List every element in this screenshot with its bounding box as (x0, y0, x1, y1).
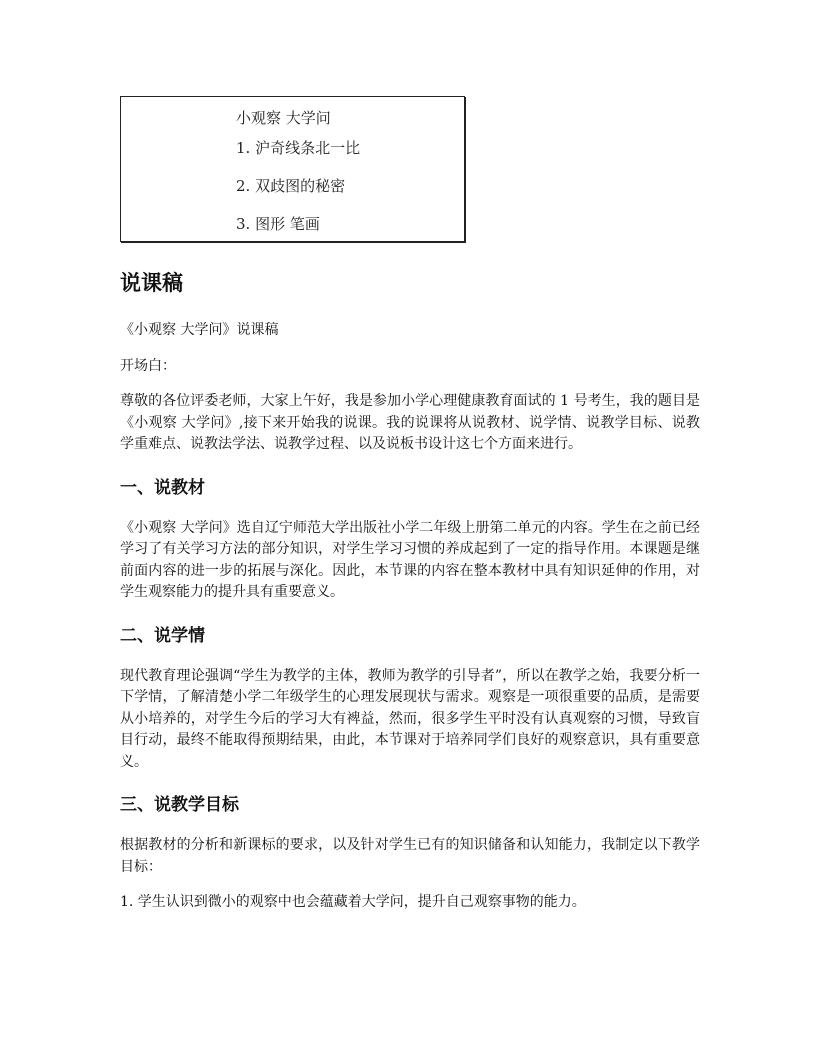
section-heading-objectives: 三、说教学目标 (120, 795, 239, 815)
opening-label: 开场白： (120, 357, 176, 374)
section-paragraph-learners: 现代教育理论强调“学生为教学的主体，教师为教学的引导者”，所以在教学之始，我要分析一下学情，了解清楚小学二年级学生的心理发展现状与需求。观察是一项很重要的品质，是需要从小培养的，对学生今后的学习大有裨益，然而，很多学生平时没有认真观察的习惯，导致盲目行动，最终不能取得预期结果，由此，本节课对于培养同学们良好的观察意识，具有重要意义。 (120, 667, 700, 770)
document-title: 说课稿 (120, 271, 183, 295)
document-subtitle: 《小观察 大学问》说课稿 (120, 322, 279, 338)
document-body (120, 268, 700, 928)
section-paragraph-textbook: 《小观察 大学问》选自辽宁师范大学出版社小学二年级上册第二单元的内容。学生在之前已经学习了有关学习方法的部分知识，对学生学习习惯的养成起到了一定的指导作用。本课题是继前面内容的进一步的拓展与深化。因此，本节课的内容在整本教材中具有知识延伸的作用，对学生观察能力的提升具有重要意义。 (120, 519, 700, 600)
board-item-2: 2. 双歧图的秘密 (236, 177, 346, 195)
board-title: 小观察 大学问 (236, 109, 331, 127)
section-heading-textbook: 一、说教材 (120, 477, 205, 498)
opening-paragraph: 尊敬的各位评委老师，大家上午好，我是参加小学心理健康教育面试的 1 号考生，我的题目是《小观察 大学问》,接下来开始我的说课。我的说课将从说教材、说学情、说教学目标、说教学重难点、说教法学法、说教学过程、以及说板书设计这七个方面来进行。 (120, 393, 700, 452)
section-paragraph-objectives-intro: 根据教材的分析和新课标的要求，以及针对学生已有的知识储备和认知能力，我制定以下教学目标： (120, 837, 700, 875)
section-heading-learners: 二、说学情 (120, 625, 205, 646)
board-item-3: 3. 图形 笔画 (236, 215, 320, 233)
board-item-1: 1. 沪奇线条北一比 (236, 139, 361, 157)
blackboard-design-box (120, 96, 465, 242)
section-paragraph-objective-1: 1. 学生认识到微小的观察中也会蕴藏着大学问，提升自己观察事物的能力。 (120, 894, 586, 910)
